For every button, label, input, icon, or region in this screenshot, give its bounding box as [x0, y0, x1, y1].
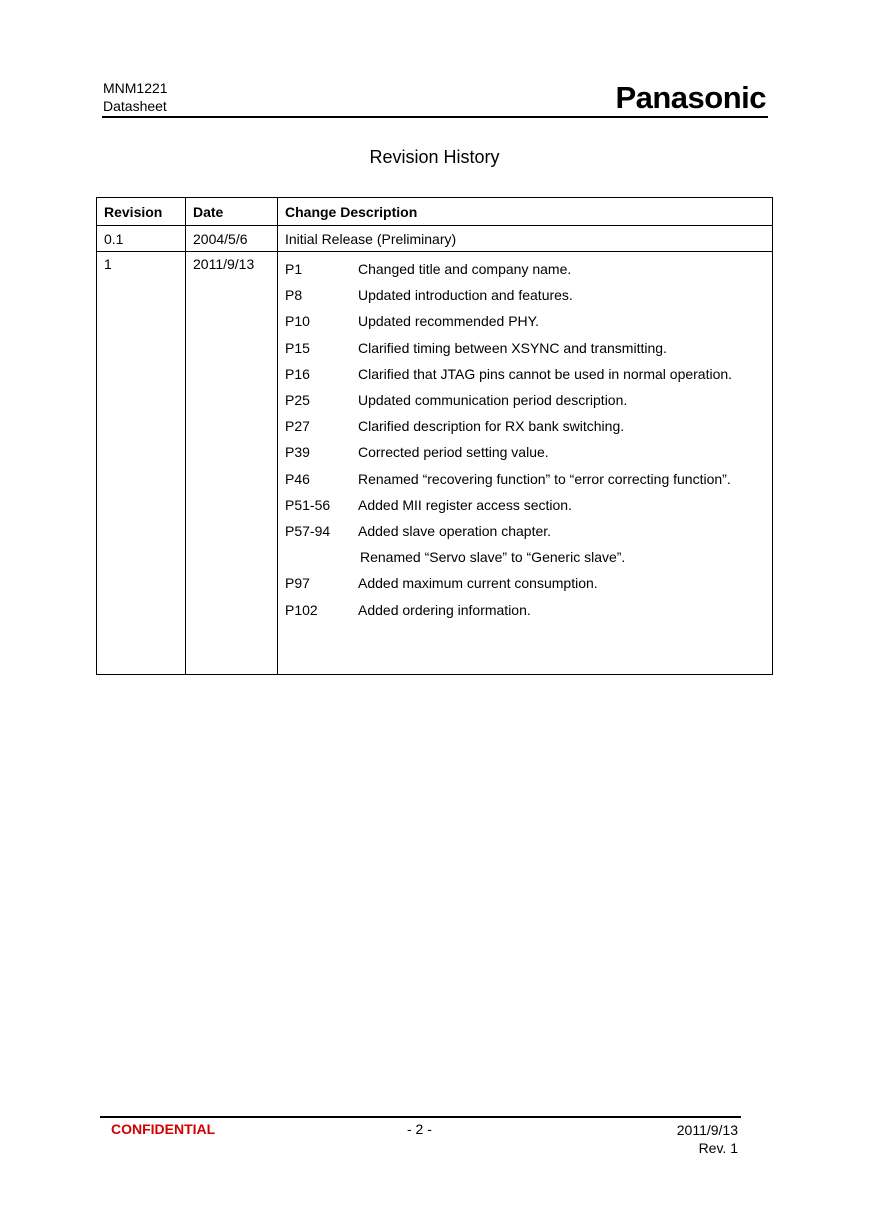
column-header-revision: Revision	[97, 198, 186, 226]
change-item	[285, 256, 765, 282]
change-item	[285, 570, 765, 596]
change-text: Updated recommended PHY.	[358, 313, 540, 330]
change-item	[285, 466, 765, 492]
description-cell	[278, 252, 773, 675]
revision-table	[96, 197, 773, 675]
change-item	[285, 335, 765, 361]
change-item	[285, 518, 765, 544]
change-text: Added MII register access section.	[358, 496, 572, 513]
footer-date-rev	[677, 1121, 738, 1157]
date-cell: 2011/9/13	[186, 252, 278, 675]
change-page: P57-94	[285, 522, 331, 539]
change-text: Renamed “recovering function” to “error correcting function”.	[358, 470, 731, 487]
column-header-description: Change Description	[278, 198, 773, 226]
change-item	[285, 387, 765, 413]
description-cell: Initial Release (Preliminary)	[278, 226, 773, 252]
footer-divider	[100, 1116, 741, 1118]
change-text: Corrected period setting value.	[358, 444, 549, 461]
footer-revision: Rev. 1	[698, 1140, 738, 1156]
doc-type: Datasheet	[103, 98, 167, 114]
change-text: Added slave operation chapter.	[358, 522, 552, 539]
change-item	[285, 544, 765, 570]
table-header-row	[97, 198, 773, 226]
change-page: P51-56	[285, 496, 331, 513]
change-page: P27	[285, 418, 310, 435]
document-header	[103, 79, 168, 115]
change-item	[285, 282, 765, 308]
change-text: Changed title and company name.	[358, 261, 572, 278]
confidential-label: CONFIDENTIAL	[111, 1121, 216, 1137]
footer-date: 2011/9/13	[676, 1122, 738, 1138]
table-row	[97, 252, 773, 675]
doc-id: MNM1221	[103, 80, 168, 96]
date-cell: 2004/5/6	[186, 226, 278, 252]
change-item	[285, 361, 765, 387]
change-page: P25	[285, 392, 310, 409]
change-page: P39	[285, 444, 310, 461]
change-text: Updated communication period description.	[358, 392, 628, 409]
panasonic-logo: Panasonic	[615, 80, 766, 115]
change-item	[285, 413, 765, 439]
change-page: P16	[285, 365, 310, 382]
change-page: P1	[285, 261, 303, 278]
change-text: Renamed “Servo slave” to “Generic slave”.	[360, 549, 626, 566]
change-page: P46	[285, 470, 310, 487]
change-item	[285, 596, 765, 622]
header-divider	[102, 116, 768, 118]
change-text: Added maximum current consumption.	[358, 575, 598, 592]
change-text: Clarified timing between XSYNC and transmitting.	[358, 339, 667, 356]
change-page: P10	[285, 313, 310, 330]
change-page: P15	[285, 339, 310, 356]
change-page: P102	[285, 601, 318, 618]
change-item	[285, 439, 765, 465]
revision-cell: 1	[97, 252, 186, 675]
page-title: Revision History	[369, 147, 500, 167]
change-text: Clarified that JTAG pins cannot be used in normal operation.	[358, 365, 733, 382]
change-item	[285, 308, 765, 334]
page-number: - 2 -	[407, 1121, 432, 1137]
change-item	[285, 492, 765, 518]
table-row	[97, 226, 773, 252]
revision-cell: 0.1	[97, 226, 186, 252]
change-text: Clarified description for RX bank switching.	[358, 418, 625, 435]
change-page: P8	[285, 287, 303, 304]
change-text: Updated introduction and features.	[358, 287, 573, 304]
change-page: P97	[285, 575, 310, 592]
column-header-date: Date	[186, 198, 278, 226]
change-text: Added ordering information.	[358, 601, 531, 618]
